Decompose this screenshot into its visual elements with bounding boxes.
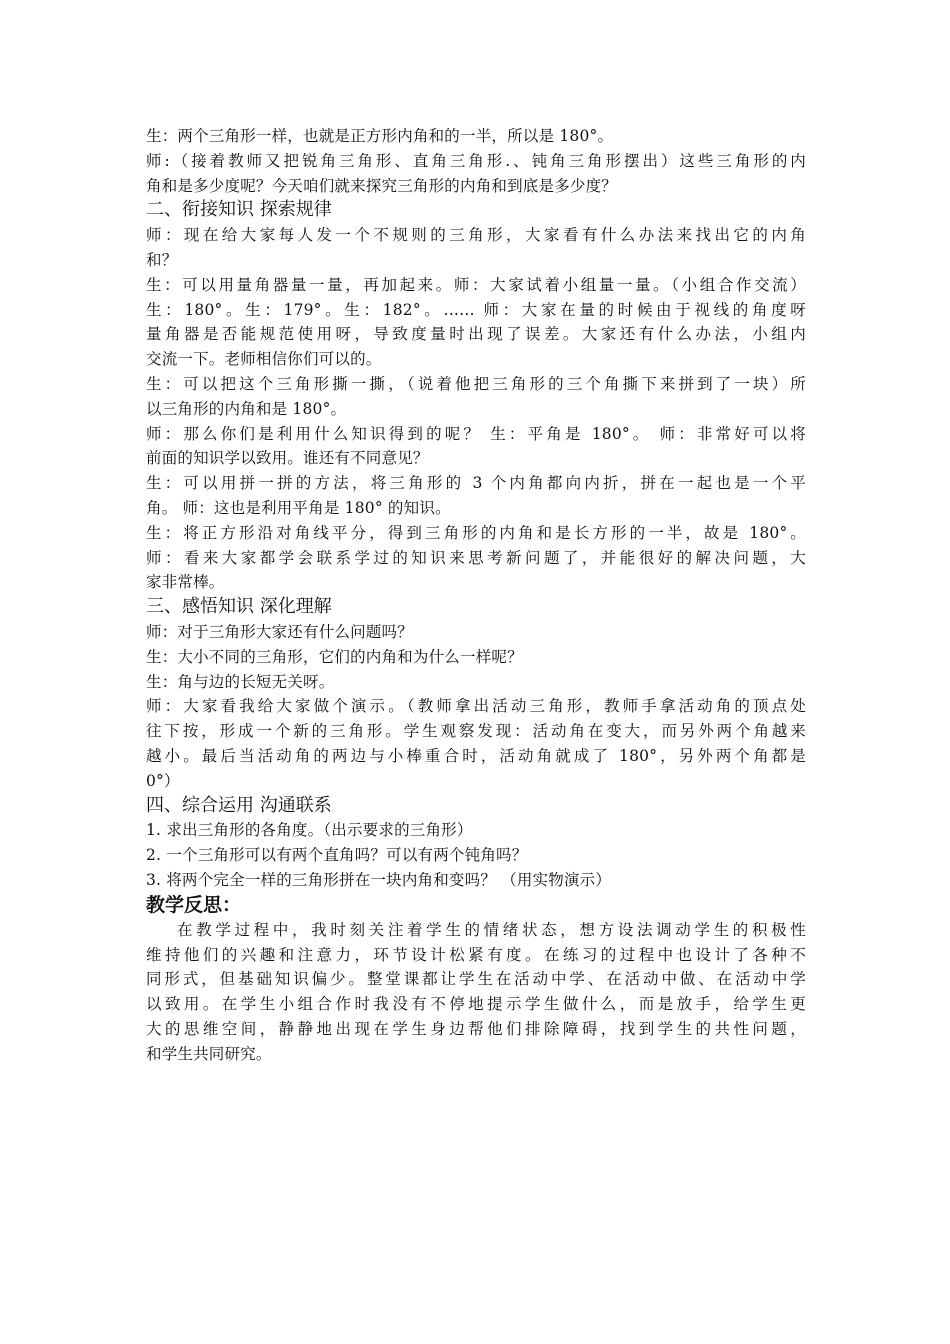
text-line: 生：将正方形沿对角线平分，得到三角形的内角和是长方形的一半，故是 180°。: [146, 523, 806, 542]
text-line: 师：大家看我给大家做个演示。（教师拿出活动三角形，教师手拿活动角的顶点处: [146, 697, 806, 716]
text-line: 角和是多少度呢？今天咱们就来探究三角形的内角和到底是多少度？: [146, 176, 618, 195]
text-line: 前面的知识学以致用。谁还有不同意见？: [146, 449, 429, 468]
text-line: 师：那么你们是利用什么知识得到的呢？ 生：平角是 180°。 师：非常好可以将: [146, 424, 806, 443]
text-line: 家非常棒。: [146, 573, 225, 592]
text-line: 生：两个三角形一样，也就是正方形内角和的一半，所以是 180°。: [146, 127, 614, 145]
text-line: 交流一下。老师相信你们可以的。: [146, 350, 382, 369]
document-page: [146, 124, 806, 1066]
text-line: 师：看来大家都学会联系学过的知识来思考新问题了，并能很好的解决问题，大: [146, 548, 806, 567]
text-line: 角。 师：这也是利用平角是 180° 的知识。: [146, 498, 451, 517]
text-line: 和学生共同研究。: [146, 1044, 272, 1063]
text-line: 生：可以用拼一拼的方法，将三角形的 3 个内角都向内折，拼在一起也是一个平: [146, 474, 806, 493]
text-line: 以致用。在学生小组合作时我没有不停地提示学生做什么，而是放手，给学生更: [146, 995, 806, 1014]
text-line: 生：可以用量角器量一量，再加起来。师：大家试着小组量一量。（小组合作交流）: [146, 275, 806, 294]
text-line: 0°）: [146, 771, 180, 790]
section-heading: 四、综合运用 沟通联系: [146, 794, 332, 816]
text-line: 和？: [146, 250, 178, 269]
text-line: 2. 一个三角形可以有两个直角吗？可以有两个钝角吗？: [146, 846, 528, 865]
text-line: 往下按，形成一个新的三角形。学生观察发现：活动角在变大，而另外两个角越来: [146, 722, 806, 741]
text-line: 师：对于三角形大家还有什么问题吗？: [146, 622, 413, 641]
text-line: 维持他们的兴趣和注意力，环节设计松紧有度。在练习的过程中也设计了各种不: [146, 945, 806, 964]
reflection-title: 教学反思：: [146, 893, 242, 916]
text-line: 生：可以把这个三角形撕一撕，（说着他把三角形的三个角撕下来拼到了一块）所: [146, 374, 806, 393]
text-line: 量角器是否能规范使用呀，导致度量时出现了误差。大家还有什么办法，小组内: [146, 325, 806, 344]
text-line: 生：大小不同的三角形，它们的内角和为什么一样呢？: [146, 647, 523, 666]
text-line: 生：180°。生：179°。生：182°。…… 师：大家在量的时候由于视线的角度呀: [146, 300, 806, 319]
text-line: 1. 求出三角形的各角度。（出示要求的三角形）: [146, 821, 473, 840]
text-line: 越小。最后当活动角的两边与小棒重合时，活动角就成了 180°，另外两个角都是: [146, 746, 806, 765]
text-line: 生：角与边的长短无关呀。: [146, 672, 335, 691]
text-line: 同形式，但基础知识偏少。整堂课都让学生在活动中学、在活动中做、在活动中学: [146, 970, 806, 989]
section-heading: 二、衔接知识 探索规律: [146, 199, 332, 221]
text-line: 师:（接着教师又把锐角三角形、直角三角形.、钝角三角形摆出）这些三角形的内: [146, 151, 806, 170]
section-heading: 三、感悟知识 深化理解: [146, 596, 332, 618]
text-line: 以三角形的内角和是 180°。: [146, 399, 347, 418]
text-line: 3. 将两个完全一样的三角形拼在一块内角和变吗？ （用实物演示）: [146, 870, 612, 889]
text-line: 大的思维空间，静静地出现在学生身边帮他们排除障碍，找到学生的共性问题，: [146, 1019, 806, 1038]
text-line: 在教学过程中，我时刻关注着学生的情绪状态，想方设法调动学生的积极性: [177, 920, 806, 939]
text-line: 师：现在给大家每人发一个不规则的三角形，大家看有什么办法来找出它的内角: [146, 226, 806, 245]
